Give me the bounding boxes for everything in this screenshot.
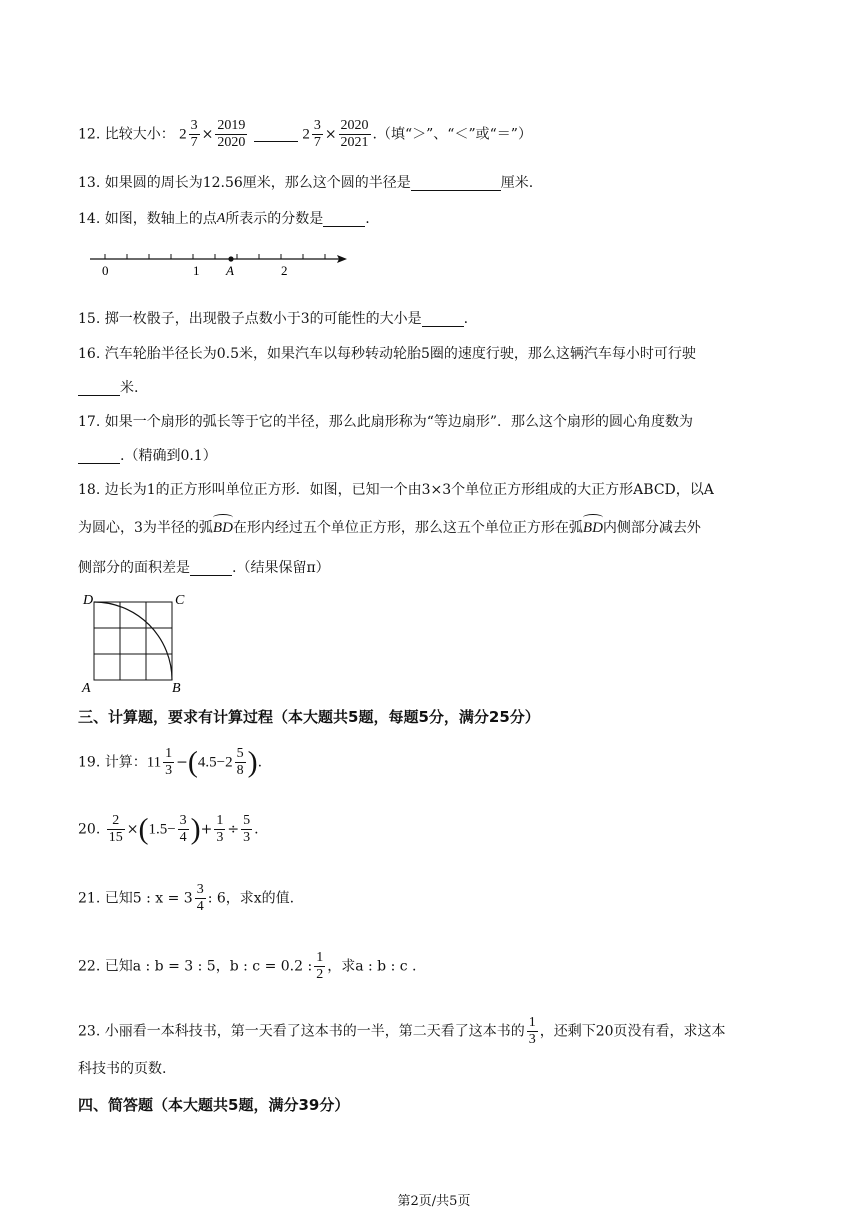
question-20: 20. $\frac{2}{15}$ ×(1.5− $\frac{3}{4}$ )+ $\frac{1}{3}$ ÷ $\frac{5}{3}$ . [78,812,259,846]
arc-bd [94,602,172,680]
grid-lines [94,602,172,680]
question-16: 16. 汽车轮胎半径长为0.5米，如果汽车以每秒转动轮胎5圈的速度行驶，那么这辆汽车每小时可行驶 [78,346,696,362]
label-0: 0 [102,263,109,278]
answer-blank[interactable] [78,449,120,464]
fraction: $\frac{3}{7}$ [313,118,321,150]
question-23: 23. 小丽看一本科技书，第一天看了这本书的一半，第二天看了这本书的 $\frac{1}{3}$ ，还剩下20页没有看，求这本 [78,1015,726,1047]
answer-blank[interactable] [422,312,464,327]
question-15: 15. 掷一枚骰子，出现骰子点数小于3的可能性的大小是 . [78,311,469,327]
label-1: 1 [193,263,200,278]
question-16-cont: 米. [78,377,808,399]
question-17-cont: .（精确到0.1） [78,445,808,467]
question-18: 18. 边长为1的正方形叫单位正方形．如图，已知一个由3×3个单位正方形组成的大正方形ABCD，以A [78,482,714,498]
label-c: C [175,593,185,608]
question-23-cont: 科技书的页数. [78,1061,167,1077]
fraction: $\frac{2019}{2020}$ [217,118,246,150]
answer-blank[interactable] [78,381,120,396]
section-three-heading: 三、计算题，要求有计算过程（本大题共5题，每题5分，满分25分） [78,708,540,726]
question-12: 12. 比较大小： 2 $\frac{3}{7}$ × $\frac{2019}{2020}$ 2 $\frac{3}{7}$ × $\frac{2020}{2021}$ .（填“＞”、“＜”或“＝”） [78,118,532,150]
number-line-ticks [105,254,325,259]
point-a-marker [228,256,233,261]
answer-blank[interactable] [254,127,298,142]
label-b: B [172,681,181,696]
label-d: D [83,593,94,608]
question-14: 14. 如图，数轴上的点A所表示的分数是 . [78,211,370,227]
question-17: 17. 如果一个扇形的弧长等于它的半径，那么此扇形称为“等边扇形”．那么这个扇形的圆心角度数为 [78,414,694,430]
label-a: A [226,263,234,278]
page-footer: 第2页/共5页 [397,1194,471,1209]
question-13: 13. 如果圆的周长为12.56厘米，那么这个圆的半径是 厘米. [78,175,534,191]
question-22: 22. 已知a : b = 3 : 5，b : c = 0.2 : $\frac{1}{2}$ ，求a : b : c . [78,950,417,982]
arc-bd-label: BD [583,517,603,539]
question-21: 21. 已知5 : x = 3 $\frac{3}{4}$ : 6，求x的值. [78,882,295,914]
answer-blank[interactable] [411,176,501,191]
fraction: $\frac{3}{7}$ [190,118,198,150]
label-a: A [82,681,91,696]
label-2: 2 [281,263,288,278]
number-line-figure [85,245,355,281]
answer-blank[interactable] [190,561,232,576]
fraction: $\frac{2020}{2021}$ [340,118,369,150]
question-18-line2: 为圆心，3为半径的弧BD在形内经过五个单位正方形，那么这五个单位正方形在弧BD内侧部分减去外 [78,517,808,539]
section-four-heading: 四、简答题（本大题共5题，满分39分） [78,1096,350,1114]
arc-bd-label: BD [213,517,233,539]
square-grid-figure [80,590,190,698]
question-19: 19. 计算：11 $\frac{1}{3}$ −(4.5−2 $\frac{5}{8}$ ). [78,745,263,779]
question-18-line3: 侧部分的面积差是 .（结果保留π） [78,560,330,576]
answer-blank[interactable] [323,212,365,227]
